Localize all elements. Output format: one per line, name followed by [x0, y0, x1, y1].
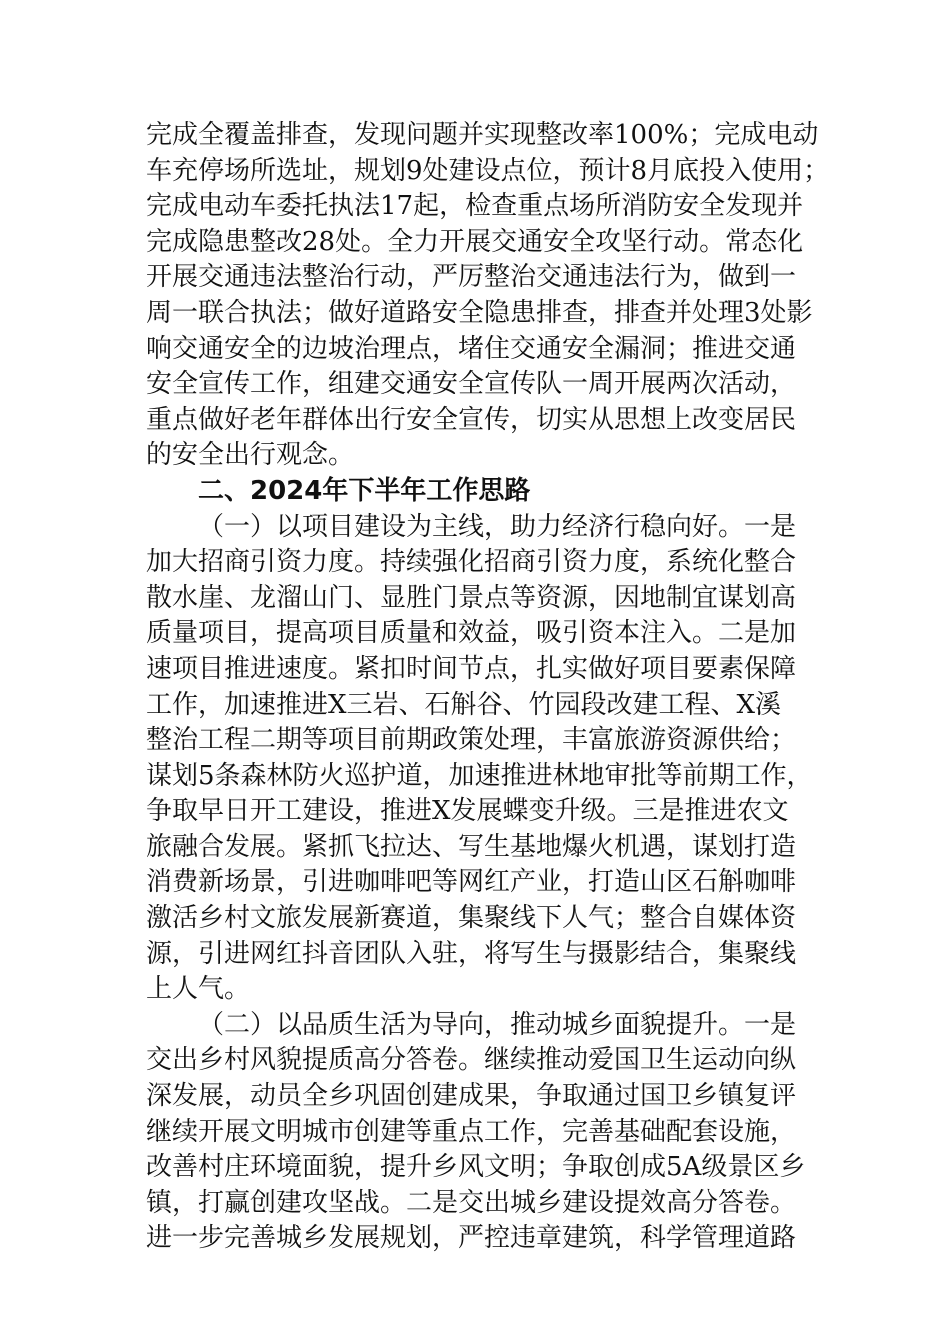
paragraph-first-line: （一）以项目建设为主线，助力经济行稳向好。一是 [198, 511, 797, 542]
body-line: 完成电动车委托执法17起，检查重点场所消防安全发现并 [146, 191, 804, 222]
body-line: 谋划5条森林防火巡护道，加速推进林地审批等前期工作， [146, 760, 813, 791]
body-line: 整治工程二期等项目前期政策处理，丰富旅游资源供给； [146, 725, 797, 756]
body-line: 继续开展文明城市创建等重点工作，完善基础配套设施， [146, 1116, 797, 1147]
section-heading: 二、2024年下半年工作思路 [198, 475, 531, 506]
body-line: 深发展，动员全乡巩固创建成果，争取通过国卫乡镇复评 [146, 1081, 797, 1112]
body-line: 的安全出行观念。 [146, 440, 355, 471]
body-line: 开展交通违法整治行动，严厉整治交通违法行为，做到一 [146, 262, 797, 293]
body-line: 改善村庄环境面貌，提升乡风文明；争取创成5A级景区乡 [146, 1152, 806, 1183]
body-line: 旅融合发展。紧抓飞拉达、写生基地爆火机遇，谋划打造 [146, 831, 797, 862]
body-line: 工作，加速推进X三岩、石斛谷、竹园段改建工程、X溪 [146, 689, 782, 720]
document-body [146, 118, 830, 1257]
body-line: 车充停场所选址，规划9处建设点位，预计8月底投入使用； [146, 155, 830, 186]
body-line: 完成隐患整改28处。全力开展交通安全攻坚行动。常态化 [146, 226, 804, 257]
body-line: 进一步完善城乡发展规划，严控违章建筑，科学管理道路 [146, 1223, 797, 1254]
body-line: 争取早日开工建设，推进X发展蝶变升级。三是推进农文 [146, 796, 789, 827]
body-line: 交出乡村风貌提质高分答卷。继续推动爱国卫生运动向纵 [146, 1045, 797, 1076]
body-line: 上人气。 [146, 974, 251, 1005]
body-line: 源，引进网红抖音团队入驻，将写生与摄影结合，集聚线 [146, 938, 797, 969]
body-line: 周一联合执法；做好道路安全隐患排查，排查并处理3处影 [146, 297, 813, 328]
body-line: 重点做好老年群体出行安全宣传，切实从思想上改变居民 [146, 404, 797, 435]
body-line: 加大招商引资力度。持续强化招商引资力度，系统化整合 [146, 547, 797, 578]
body-line: 安全宣传工作，组建交通安全宣传队一周开展两次活动， [146, 369, 797, 400]
body-line: 散水崖、龙溜山门、显胜门景点等资源，因地制宜谋划高 [146, 582, 797, 613]
body-line: 响交通安全的边坡治理点，堵住交通安全漏洞；推进交通 [146, 333, 797, 364]
paragraph-first-line: （二）以品质生活为导向，推动城乡面貌提升。一是 [198, 1009, 797, 1040]
body-line: 激活乡村文旅发展新赛道，集聚线下人气；整合自媒体资 [146, 903, 797, 934]
body-line: 质量项目，提高项目质量和效益，吸引资本注入。二是加 [146, 618, 797, 649]
body-line: 镇，打赢创建攻坚战。二是交出城乡建设提效高分答卷。 [146, 1187, 797, 1218]
body-line: 消费新场景，引进咖啡吧等网红产业，打造山区石斛咖啡 [146, 867, 797, 898]
body-line: 完成全覆盖排查，发现问题并实现整改率100%；完成电动 [146, 120, 819, 150]
body-line: 速项目推进速度。紧扣时间节点，扎实做好项目要素保障 [146, 653, 797, 684]
